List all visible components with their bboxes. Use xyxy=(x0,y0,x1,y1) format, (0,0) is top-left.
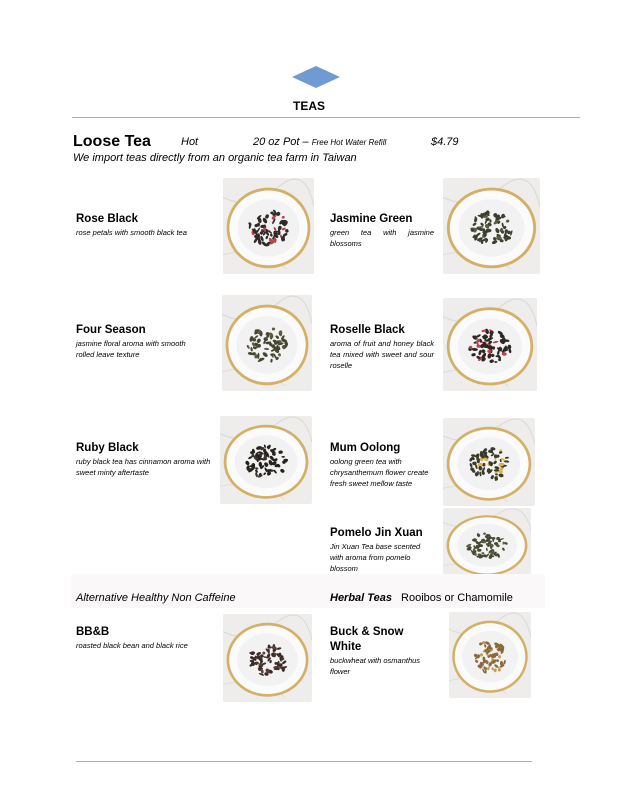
plate-image xyxy=(443,418,535,506)
section-title: TEAS xyxy=(292,99,325,113)
plate-image xyxy=(223,614,312,702)
tea-photo-rose-black xyxy=(223,178,314,274)
tea-name: Jasmine Green xyxy=(330,213,413,225)
tea-item-buck-snow-white xyxy=(330,625,434,677)
tea-name-line1: Buck & Snow xyxy=(330,626,404,638)
tea-description: oolong green tea with chrysanthemum flower create fresh sweet mellow taste xyxy=(330,457,429,488)
tea-name: Roselle Black xyxy=(330,324,405,336)
tea-name: Pomelo Jin Xuan xyxy=(330,527,423,539)
tea-description: rose petals with smooth black tea xyxy=(76,228,187,237)
tea-item-rose-black xyxy=(76,212,226,238)
tea-description: green tea with jasmine blossoms xyxy=(330,228,434,248)
tea-description: buckwheat with osmanthus flower xyxy=(330,656,421,676)
herbal-options: Rooibos or Chamomile xyxy=(401,592,513,604)
tea-photo-roselle-black xyxy=(443,298,537,391)
bottom-divider xyxy=(76,761,532,762)
tea-name: Ruby Black xyxy=(76,442,139,454)
plate-image xyxy=(449,612,531,698)
tea-description: ruby black tea has cinnamon aroma with sweet minty aftertaste xyxy=(76,457,211,477)
plate-image xyxy=(443,508,531,580)
tea-photo-four-season xyxy=(222,295,312,391)
tea-name: Mum Oolong xyxy=(330,442,401,454)
loose-tea-price: $4.79 xyxy=(431,136,459,148)
tea-photo-mum-oolong xyxy=(443,418,535,506)
tea-name: Four Season xyxy=(76,324,146,336)
plate-image xyxy=(220,416,312,504)
tea-description: roasted black bean and black rice xyxy=(76,641,188,650)
tea-item-roselle-black xyxy=(330,323,434,371)
tea-photo-buck-snow-white xyxy=(449,612,531,698)
tea-name-line2: White xyxy=(330,641,362,653)
tea-description: Jin Xuan Tea base scented with aroma from pomelo blossom xyxy=(330,542,421,573)
tea-item-pomelo-jin-xuan xyxy=(330,526,434,574)
tea-photo-bbb xyxy=(223,614,312,702)
tea-item-ruby-black xyxy=(76,441,212,478)
pot-size: 20 oz Pot – xyxy=(253,136,309,148)
loose-tea-title: Loose Tea xyxy=(73,133,151,150)
tea-name: BB&B xyxy=(76,626,110,638)
plate-image xyxy=(222,295,312,391)
tea-photo-pomelo-jin-xuan xyxy=(443,508,531,580)
loose-tea-pot xyxy=(253,136,386,148)
tea-item-jasmine-green xyxy=(330,212,434,249)
plate-image xyxy=(223,178,314,274)
alternative-label: Alternative Healthy Non Caffeine xyxy=(76,592,236,604)
plate-image xyxy=(443,298,537,391)
tea-photo-jasmine-green xyxy=(443,178,540,274)
tea-name: Rose Black xyxy=(76,213,139,225)
diamond-ornament-icon xyxy=(292,66,340,88)
tea-photo-ruby-black xyxy=(220,416,312,504)
tea-description: jasmine floral aroma with smooth rolled leave texture xyxy=(76,339,186,359)
refill-note: Free Hot Water Refill xyxy=(311,138,387,147)
tea-item-mum-oolong xyxy=(330,441,434,489)
herbal-label: Herbal Teas xyxy=(330,592,392,604)
loose-tea-note: We import teas directly from an organic tea farm in Taiwan xyxy=(73,152,357,164)
tea-description: aroma of fruit and honey black tea mixed with sweet and sour roselle xyxy=(330,339,434,370)
top-divider xyxy=(72,117,580,118)
loose-tea-temp: Hot xyxy=(181,136,199,148)
herbal-teas-line xyxy=(330,592,513,604)
tea-item-bbb xyxy=(76,625,222,651)
plate-image xyxy=(443,178,540,274)
tea-item-four-season xyxy=(76,323,206,360)
